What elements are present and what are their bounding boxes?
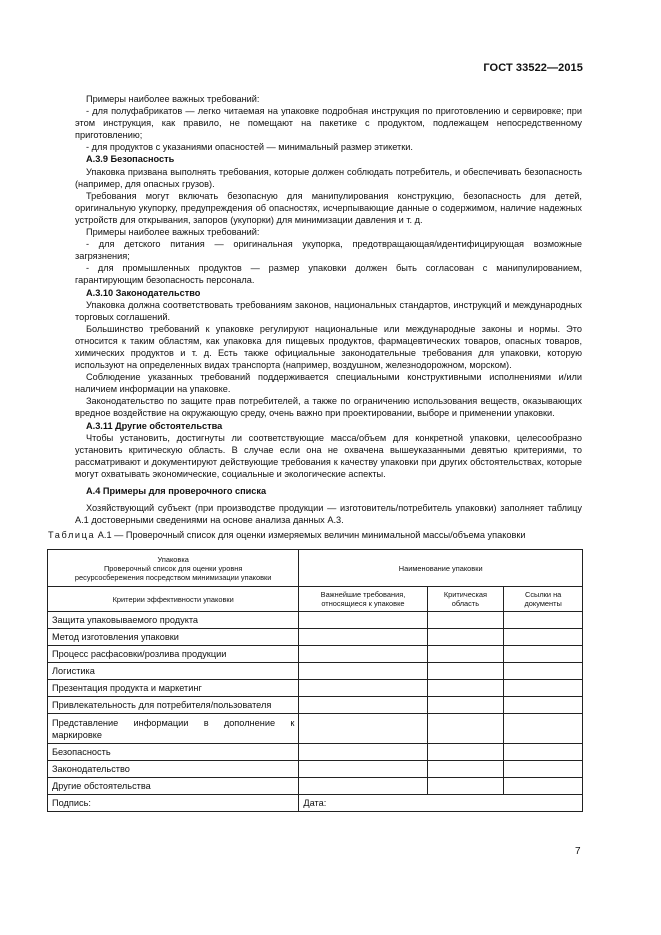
doc-ref-cell[interactable] <box>504 761 583 778</box>
table-caption-text: А.1 — Проверочный список для оценки измеряемых величин минимальной массы/объема упаковки <box>95 530 526 540</box>
section-heading: А.3.11 Другие обстоятельства <box>86 420 223 431</box>
document-body <box>75 93 582 526</box>
criterion-cell: Законодательство <box>48 761 299 778</box>
signature-field[interactable]: Подпись: <box>48 795 299 812</box>
doc-ref-cell[interactable] <box>504 663 583 680</box>
requirement-cell[interactable] <box>299 714 427 744</box>
doc-ref-cell[interactable] <box>504 680 583 697</box>
signature-row <box>48 795 583 812</box>
paragraph: Упаковка призвана выполнять требования, которые должен соблюдать потребитель, и обеспечивать безопасность (например, для опасных грузов). <box>75 166 582 189</box>
section-heading: А.4 Примеры для проверочного списка <box>86 486 267 496</box>
paragraph: Требования могут включать безопасную для манипулирования конструкцию, безопасность для детей, оригинальную укупорку, предупреждения об опасностях, исчерпывающие данные о содержимом, наличие надежных устройств для открывания, запоров (укупорки) для минимизации давления и т. д. <box>75 190 582 225</box>
document-number: ГОСТ 33522—2015 <box>483 62 583 74</box>
critical-area-cell[interactable] <box>427 680 504 697</box>
table-caption-word: Таблица <box>48 530 96 540</box>
critical-area-cell[interactable] <box>427 646 504 663</box>
table-row <box>48 697 583 714</box>
header-packaging <box>48 550 299 587</box>
paragraph: - для промышленных продуктов — размер упаковки должен быть согласован с манипулированием, гарантирующим безопасность персонала. <box>75 263 582 286</box>
table-row <box>48 761 583 778</box>
paragraph: - для детского питания — оригинальная укупорка, предотвращающая/идентифицирующая возможные загрязнения; <box>75 239 582 262</box>
critical-area-cell[interactable] <box>427 663 504 680</box>
checklist-table <box>47 549 583 812</box>
table-row <box>48 629 583 646</box>
paragraph: Чтобы установить, достигнуты ли соответствующие масса/объем для конкретной упаковки, целесообразно установить критическую область. В случае если она не охвачена вышеуказанными девятью критериями, то рассматривают и документируют действующие требования к качеству упаковки при других обстоятельствах, которые могут охватывать экономические, социальные и экологические аспекты. <box>75 432 582 479</box>
criterion-cell: Привлекательность для потребителя/пользователя <box>48 697 299 714</box>
col-criteria: Критерии эффективности упаковки <box>48 587 299 612</box>
paragraph: - для полуфабрикатов — легко читаемая на упаковке подробная инструкция по приготовлению и сервировке; при этом инструкция, как правило, не помещают на пакетике с продуктом, подлежащем непосредственному приготовлению; <box>75 106 582 141</box>
critical-area-cell[interactable] <box>427 697 504 714</box>
critical-area-cell[interactable] <box>427 778 504 795</box>
paragraph: Соблюдение указанных требований поддерживается специальными конструктивными исполнениями и/или наличием информации на упаковке. <box>75 372 582 395</box>
header-line: ресурсосбережения посредством минимизации упаковки <box>74 572 272 582</box>
table-caption <box>48 530 588 540</box>
paragraph: Хозяйствующий субъект (при производстве продукции — изготовитель/потребитель упаковки) заполняет таблицу А.1 достоверными сведениями на основе анализа данных А.3. <box>75 503 582 526</box>
criterion-cell: Безопасность <box>48 744 299 761</box>
table-row <box>48 680 583 697</box>
table-subheader-row <box>48 587 583 612</box>
doc-ref-cell[interactable] <box>504 744 583 761</box>
criterion-cell: Процесс расфасовки/розлива продукции <box>48 646 299 663</box>
requirement-cell[interactable] <box>299 612 427 629</box>
section-heading: А.3.9 Безопасность <box>86 154 175 165</box>
critical-area-cell[interactable] <box>427 612 504 629</box>
requirement-cell[interactable] <box>299 663 427 680</box>
table-row <box>48 646 583 663</box>
header-line: Проверочный список для оценки уровня <box>103 563 243 573</box>
criterion-cell: Другие обстоятельства <box>48 778 299 795</box>
requirement-cell[interactable] <box>299 646 427 663</box>
col-doc-refs: Ссылки на документы <box>504 587 583 612</box>
requirement-cell[interactable] <box>299 761 427 778</box>
critical-area-cell[interactable] <box>427 744 504 761</box>
table-header-row <box>48 550 583 587</box>
requirement-cell[interactable] <box>299 778 427 795</box>
doc-ref-cell[interactable] <box>504 646 583 663</box>
doc-ref-cell[interactable] <box>504 714 583 744</box>
paragraph: Примеры наиболее важных требований: <box>86 227 260 238</box>
criterion-cell: Презентация продукта и маркетинг <box>48 680 299 697</box>
col-critical-area: Критическая область <box>427 587 504 612</box>
requirement-cell[interactable] <box>299 680 427 697</box>
critical-area-cell[interactable] <box>427 761 504 778</box>
critical-area-cell[interactable] <box>427 629 504 646</box>
paragraph: Примеры наиболее важных требований: <box>86 94 260 104</box>
table-row <box>48 663 583 680</box>
table-row <box>48 714 583 744</box>
table-row <box>48 744 583 761</box>
requirement-cell[interactable] <box>299 744 427 761</box>
doc-ref-cell[interactable] <box>504 697 583 714</box>
criterion-cell: Метод изготовления упаковки <box>48 629 299 646</box>
page-number: 7 <box>575 846 581 857</box>
criterion-cell: Защита упаковываемого продукта <box>48 612 299 629</box>
doc-ref-cell[interactable] <box>504 612 583 629</box>
table-row <box>48 778 583 795</box>
requirement-cell[interactable] <box>299 697 427 714</box>
date-field[interactable]: Дата: <box>299 795 583 812</box>
header-line: Упаковка <box>157 554 189 564</box>
paragraph: Упаковка должна соответствовать требованиям законов, национальных стандартов, инструкций и международных торговых соглашений. <box>75 299 582 322</box>
paragraph: Большинство требований к упаковке регулируют национальные или международные законы и нормы. Это относится к таким областям, как упаковка для пищевых продуктов, фармацевтических товаров, опасных товаров, химических продуктов и т. д. Есть также официальные законодательные требования для упаковки, которую используют на определенных видах транспорта (например, воздушном, железнодорожном, морском). <box>75 323 582 371</box>
col-requirements: Важнейшие требования, относящиеся к упаковке <box>299 587 427 612</box>
section-heading: А.3.10 Законодательство <box>86 287 201 298</box>
doc-ref-cell[interactable] <box>504 629 583 646</box>
paragraph: - для продуктов с указаниями опасностей — минимальный размер этикетки. <box>86 142 413 153</box>
header-packaging-name: Наименование упаковки <box>299 550 583 587</box>
criterion-cell: Логистика <box>48 663 299 680</box>
doc-ref-cell[interactable] <box>504 778 583 795</box>
table-row <box>48 612 583 629</box>
requirement-cell[interactable] <box>299 629 427 646</box>
critical-area-cell[interactable] <box>427 714 504 744</box>
paragraph: Законодательство по защите прав потребителей, а также по ограничению использования веществ, оказывающих вредное воздействие на окружающую среду, очень важно при проектировании, выборе и применении упаковки. <box>75 396 582 419</box>
criterion-cell: Представление информации в дополнение к маркировке <box>48 714 299 744</box>
